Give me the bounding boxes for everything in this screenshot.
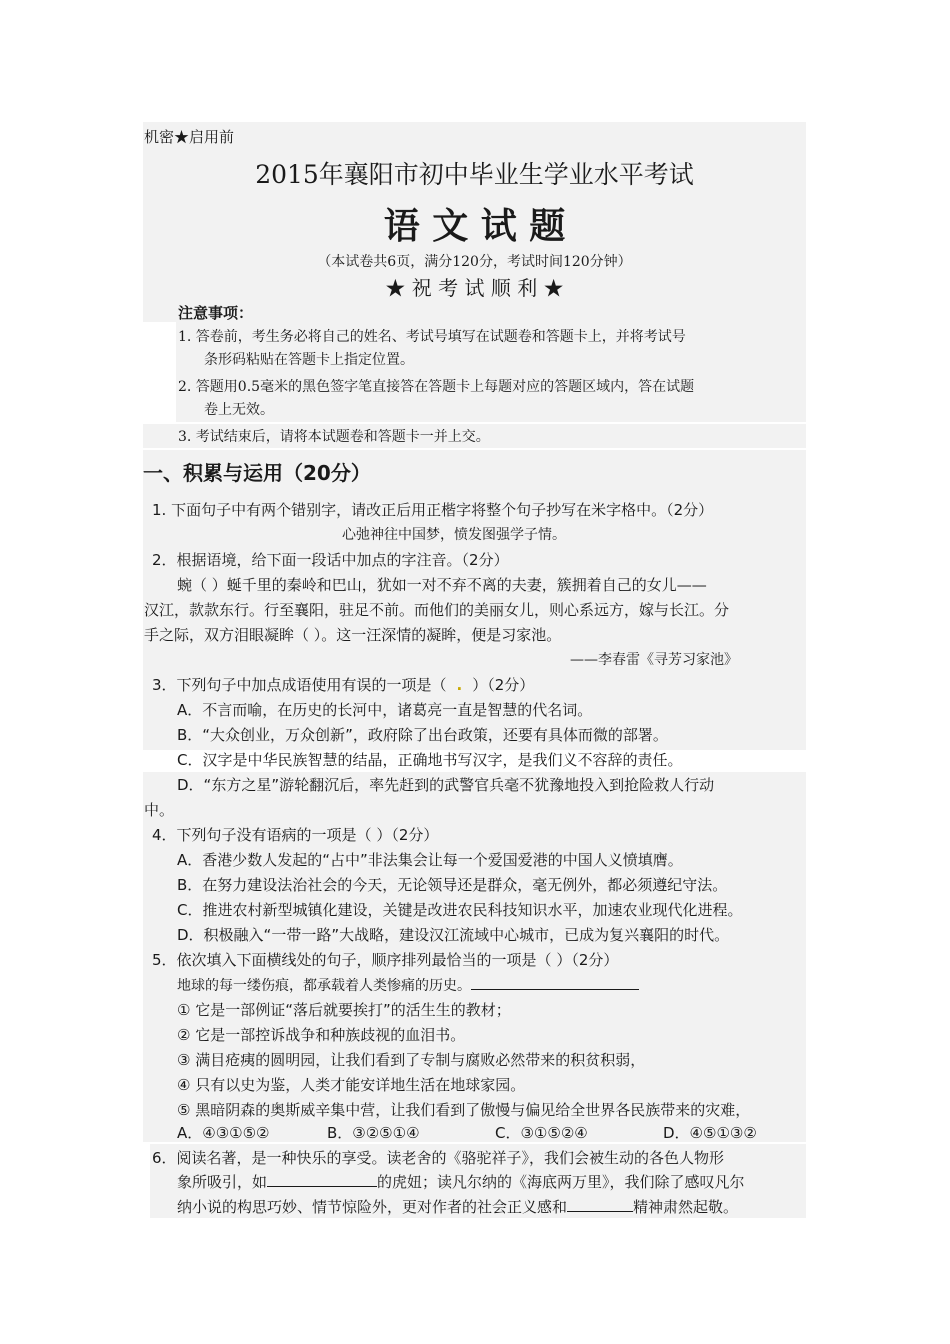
section1-heading: 一、积累与运用（20分） xyxy=(143,461,371,485)
q4-option-a: A．香港少数人发起的“占中”非法集会让每一个爱国爱港的中国人义愤填膺。 xyxy=(177,851,683,869)
q5-lead xyxy=(177,975,639,996)
q4-option-d: D．积极融入“一带一路”大战略，建设汉江流域中心城市，已成为复兴襄阳的时代。 xyxy=(177,926,730,944)
q1-sentence: 心弛神往中国梦，愤发图强学子情。 xyxy=(342,527,566,543)
q5-blank xyxy=(471,975,639,990)
exam-info: （本试卷共6页，满分120分，考试时间120分钟） xyxy=(317,254,632,270)
q6-line2-post: 的虎妞；读凡尔纳的《海底两万里》，我们除了感叹凡尔 xyxy=(377,1173,745,1191)
q4-option-b: B．在努力建设法治社会的今天，无论领导还是群众，毫无例外，都必须遵纪守法。 xyxy=(177,876,728,894)
q3-dot: . xyxy=(456,676,463,694)
q6-line3-pre: 纳小说的构思巧妙、情节惊险外，更对作者的社会正义感和 xyxy=(177,1198,568,1216)
q2-line-2: 汉江，款款东行。行至襄阳，驻足不前。而他们的美丽女儿，则心系远方，嫁与长江。分 xyxy=(144,601,730,619)
q5-choice-c: C．③①⑤②④ xyxy=(495,1124,588,1142)
exam-title: 2015年襄阳市初中毕业生学业水平考试 xyxy=(255,160,694,189)
q6-line-1: 6．阅读名著，是一种快乐的享受。读老舍的《骆驼祥子》，我们会被生动的各色人物形 xyxy=(152,1149,725,1167)
notice-item-2: 2. 答题用0.5毫米的黑色签字笔直接答在答题卡上每题对应的答题区域内，答在试题 xyxy=(178,379,695,395)
q6-line2-pre: 象所吸引，如 xyxy=(177,1173,268,1191)
q6-line3-post: 精神肃然起敬。 xyxy=(633,1198,739,1216)
q3-option-b: B．“大众创业，万众创新”，政府除了出台政策，还要有具体而微的部署。 xyxy=(177,726,668,744)
notice-item-1-cont: 条形码粘贴在答题卡上指定位置。 xyxy=(204,352,414,368)
q2-stem: 2．根据语境，给下面一段话中加点的字注音。（2分） xyxy=(152,551,509,569)
q5-sentence-1: ① 它是一部例证“落后就要挨打”的活生生的教材； xyxy=(177,1001,511,1019)
q2-line-3: 手之际，双方泪眼凝眸（ ）。这一汪深情的凝眸，便是习家池。 xyxy=(144,626,562,644)
notice-item-2-cont: 卷上无效。 xyxy=(204,402,274,418)
q5-sentence-2: ② 它是一部控诉战争和种族歧视的血泪书。 xyxy=(177,1026,466,1044)
q5-choice-a: A．④③①⑤② xyxy=(177,1124,270,1142)
notice-item-3: 3. 考试结束后，请将本试题卷和答题卡一并上交。 xyxy=(178,429,490,445)
q3-option-d-cont: 中。 xyxy=(144,801,175,819)
q3-option-c: C．汉字是中华民族智慧的结晶，正确地书写汉字，是我们义不容辞的责任。 xyxy=(177,751,683,769)
notice-item-1: 1. 答卷前，考生务必将自己的姓名、考试号填写在试题卷和答题卡上，并将考试号 xyxy=(178,329,686,345)
q3-stem xyxy=(152,675,534,695)
q4-option-c: C．推进农村新型城镇化建设，关键是改进农民科技知识水平，加速农业现代化进程。 xyxy=(177,901,743,919)
q3-stem-post: ）（2分） xyxy=(472,676,535,694)
q1-stem: 1. 下面句子中有两个错别字，请改正后用正楷字将整个句子抄写在米字格中。（2分） xyxy=(152,501,714,519)
q2-source: ——李春雷《寻芳习家池》 xyxy=(570,652,738,668)
q5-sentence-3: ③ 满目疮痍的圆明园，让我们看到了专制与腐败必然带来的积贫积弱， xyxy=(177,1051,646,1069)
q6-blank-2 xyxy=(567,1197,633,1212)
classification-label: 机密★启用前 xyxy=(144,128,235,146)
q5-sentence-5: ⑤ 黑暗阴森的奥斯威辛集中营，让我们看到了傲慢与偏见给全世界各民族带来的灾难， xyxy=(177,1101,751,1119)
q3-option-a: A．不言而喻，在历史的长河中，诸葛亮一直是智慧的代名词。 xyxy=(177,701,593,719)
q5-stem: 5．依次填入下面横线处的句子，顺序排列最恰当的一项是（ ）（2分） xyxy=(152,951,619,969)
subject-title: 语 文 试 题 xyxy=(383,205,566,247)
q2-line-1: 蜿（ ）蜒千里的秦岭和巴山，犹如一对不弃不离的夫妻，簇拥着自己的女儿—— xyxy=(177,576,707,594)
q4-stem: 4．下列句子没有语病的一项是（ ）（2分） xyxy=(152,826,439,844)
q6-line-3 xyxy=(177,1197,738,1217)
q5-choice-d: D．④⑤①③② xyxy=(663,1124,757,1142)
q3-option-d: D．“东方之星”游轮翻沉后，率先赶到的武警官兵毫不犹豫地投入到抢险救人行动 xyxy=(177,776,715,794)
wish-line: ★ 祝 考 试 顺 利 ★ xyxy=(385,276,564,300)
q6-blank-1 xyxy=(267,1172,377,1187)
q6-line-2 xyxy=(177,1172,745,1192)
q5-choice-b: B．③②⑤①④ xyxy=(327,1124,420,1142)
q5-sentence-4: ④ 只有以史为鉴，人类才能安详地生活在地球家园。 xyxy=(177,1076,526,1094)
q3-stem-pre: 3．下列句子中加点成语使用有误的一项是（ xyxy=(152,676,447,694)
q5-lead-text: 地球的每一缕伤痕，都承载着人类惨痛的历史。 xyxy=(177,978,471,994)
notice-heading: 注意事项： xyxy=(178,304,254,322)
